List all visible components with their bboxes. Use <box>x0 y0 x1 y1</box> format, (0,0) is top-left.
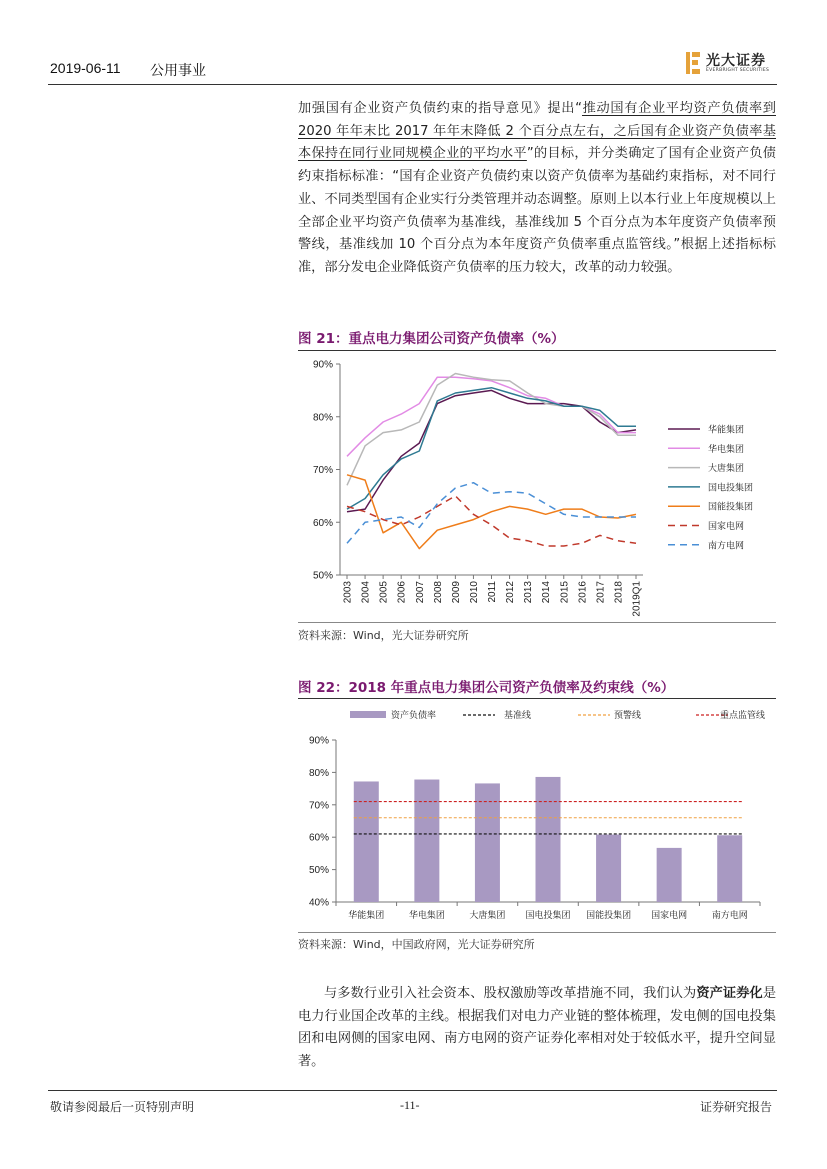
bar-1 <box>354 781 379 902</box>
y-tick-label: 90% <box>312 359 333 371</box>
legend-swatch-bar <box>350 711 386 718</box>
legend-label: 国家电网 <box>708 521 745 531</box>
series-line-2 <box>347 377 636 456</box>
x-tick-label: 2014 <box>541 581 553 604</box>
legend-label: 大唐集团 <box>708 463 745 474</box>
y-tick-label: 90% <box>308 735 329 747</box>
legend-label: 华能集团 <box>708 424 745 435</box>
figure21-line-chart <box>298 352 776 622</box>
bar-2 <box>414 780 439 902</box>
x-tick-label: 2004 <box>360 581 372 604</box>
para1-text-a: 加强国有企业资产负债约束的指导意见》提出“ <box>298 101 582 116</box>
bar-4 <box>536 777 561 902</box>
bar-6 <box>657 848 682 902</box>
figure22-source: 资料来源：Wind，中国政府网，光大证券研究所 <box>298 938 535 951</box>
series-line-6 <box>347 496 636 546</box>
x-tick-label: 2009 <box>450 581 462 604</box>
y-tick-label: 50% <box>312 570 333 582</box>
body-paragraph-1 <box>298 98 776 280</box>
x-tick-label: 华能集团 <box>348 910 385 920</box>
series-line-7 <box>347 483 636 544</box>
x-tick-label: 2007 <box>414 581 426 604</box>
x-tick-label: 华电集团 <box>408 910 445 920</box>
header-rule <box>48 84 777 85</box>
x-tick-label: 2005 <box>378 581 390 604</box>
y-tick-label: 80% <box>312 412 333 424</box>
y-tick-label: 70% <box>308 800 329 812</box>
header-sector: 公用事业 <box>150 63 206 79</box>
y-tick-label: 80% <box>308 767 329 779</box>
figure21-top-rule <box>298 350 776 351</box>
figure21-title: 图 21：重点电力集团公司资产负债率（%） <box>298 331 565 347</box>
x-tick-label: 2006 <box>396 581 408 604</box>
x-tick-label: 2018 <box>613 581 625 604</box>
x-tick-label: 2003 <box>342 581 354 604</box>
para2-bold-term: 资产证券化 <box>696 986 763 1001</box>
legend-label: 资产负债率 <box>391 710 437 720</box>
y-tick-label: 60% <box>308 832 329 844</box>
x-tick-label: 2010 <box>468 581 480 604</box>
x-tick-label: 2012 <box>505 581 517 604</box>
legend-label: 预警线 <box>614 710 642 720</box>
logo-title: 光大证券 <box>706 53 766 69</box>
legend-label: 国能投集团 <box>708 501 754 512</box>
x-tick-label: 国能投集团 <box>586 910 632 920</box>
y-tick-label: 40% <box>308 897 329 909</box>
series-line-4 <box>347 388 636 509</box>
y-tick-label: 70% <box>312 465 333 476</box>
bar-5 <box>596 835 621 902</box>
bar-7 <box>717 835 742 902</box>
x-tick-label: 2017 <box>595 581 607 604</box>
body-paragraph-2 <box>298 983 776 1074</box>
x-tick-label: 国家电网 <box>651 910 688 920</box>
footer-rule <box>48 1090 777 1091</box>
series-line-5 <box>347 475 636 549</box>
x-tick-label: 2013 <box>523 581 535 604</box>
header-date: 2019-06-11 <box>50 60 121 76</box>
footer-page-number: -11- <box>400 1098 420 1112</box>
footer-disclaimer: 敬请参阅最后一页特别声明 <box>50 1100 195 1114</box>
figure22-top-rule <box>298 698 776 699</box>
y-tick-label: 60% <box>312 517 333 529</box>
x-tick-label: 2008 <box>432 581 444 604</box>
figure21-bottom-rule <box>298 622 776 623</box>
logo-bar-icon <box>686 52 690 74</box>
x-tick-label: 2011 <box>487 581 498 603</box>
footer-report-type: 证券研究报告 <box>700 1100 773 1114</box>
para1-underlined-quote: 推动国有企业平均资产负债率到 2020 年年末比 2017 年年末降低 2 个百分点左右，之后国有企业资产负债率基本保持在同行业同规模企业的平均水平 <box>298 101 776 162</box>
x-tick-label: 南方电网 <box>711 910 748 920</box>
legend-label: 重点监管线 <box>720 710 766 720</box>
para1-text-c: ”的目标，并分类确定了国有企业资产负债约束指标标准：“国有企业资产负债约束以资产负债率为基础约束指标，对不同行业、不同类型国有企业实行分类管理并动态调整。原则上以本行业上年度规模以上全部企业平均资产负债率为基准线，基准线加 5 个百分点为本年度资产负债率预警线，基准线加 10 个百分点为本年度资产负债率重点监管线。”根据上述指标标准，部分发电企业降低资产负债率的压力较大，改革的动力较强。 <box>298 146 776 275</box>
x-tick-label: 大唐集团 <box>469 910 506 920</box>
x-tick-label: 2015 <box>559 581 571 604</box>
legend-label: 华电集团 <box>708 443 745 454</box>
figure22-bar-chart <box>298 700 776 932</box>
figure22-title: 图 22：2018 年重点电力集团公司资产负债率及约束线（%） <box>298 680 675 696</box>
legend-label: 国电投集团 <box>708 482 754 493</box>
figure22-bottom-rule <box>298 932 776 933</box>
para2-text-c: 是电力行业国企改革的主线。根据我们对电力产业链的整体梳理，发电侧的国电投集团和电网侧的国家电网、南方电网的资产证券化率相对处于较低水平，提升空间显著。 <box>298 986 777 1070</box>
legend-label: 基准线 <box>504 710 532 720</box>
legend-label: 南方电网 <box>708 540 745 551</box>
figure21-source: 资料来源：Wind，光大证券研究所 <box>298 629 469 642</box>
logo-subtitle: EVERBRIGHT SECURITIES <box>706 68 770 73</box>
x-tick-label: 2019Q1 <box>631 581 643 617</box>
x-tick-label: 2016 <box>577 581 589 604</box>
y-tick-label: 50% <box>308 865 329 877</box>
para2-text-a: 与多数行业引入社会资本、股权激励等改革措施不同，我们认为 <box>324 986 697 1001</box>
x-tick-label: 国电投集团 <box>525 910 571 920</box>
